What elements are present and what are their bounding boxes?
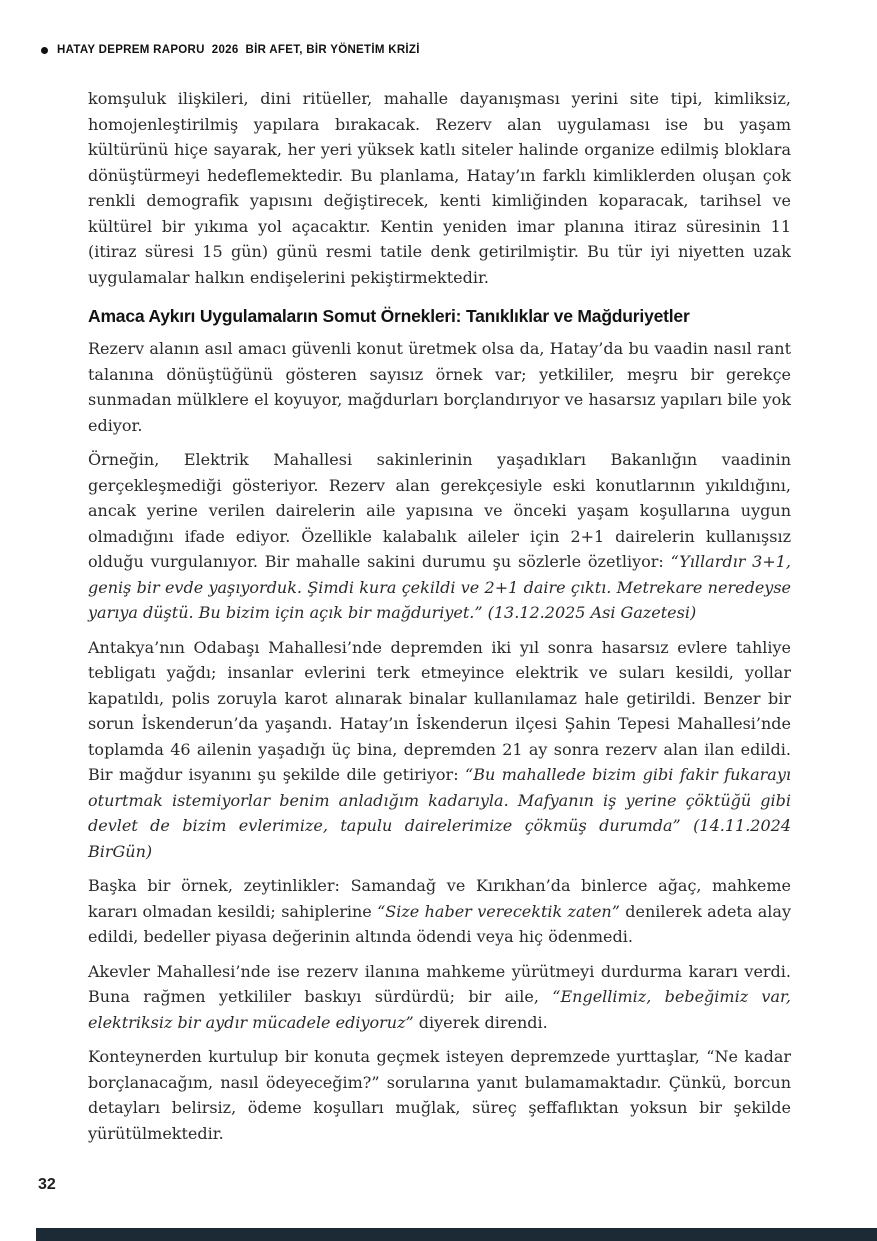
article-body [88, 86, 791, 1155]
paragraph [88, 635, 791, 865]
body-text: Örneğin, Elektrik Mahallesi sakinlerinin yaşadıkları Bakanlığın vaadinin gerçekleşmediği gösteriyor. Rezerv alan gerekçesiyle eski konutlarının yıkıldığını, ancak yerine verilen dairelerin aile yapısına ve önceki yaşam koşullarına uygun olmadığını ifade ediyor. Özellikle kalabalık aileler için 2+1 dairelerin kullanışsız olduğu vurgulanıyor. Bir mahalle sakini durumu şu sözlerle özetliyor: [88, 450, 791, 571]
quoted-text: “Size haber verecektik zaten” [377, 901, 620, 921]
page-number: 32 [38, 1176, 56, 1193]
body-text: Rezerv alanın asıl amacı güvenli konut üretmek olsa da, Hatay’da bu vaadin nasıl rant talanına dönüştüğünü gösteren sayısız örnek var; yetkililer, meşru bir gerekçe sunmadan mülklere el koyuyor, mağdurları borçlandırıyor ve hasarsız yapıları bile yok ediyor. [88, 339, 791, 435]
body-text: denilerek adeta alay edildi, bedeller piyasa değerinin altında ödendi veya hiç ödenmedi. [88, 901, 792, 946]
quoted-text: “Bu mahallede bizim gibi fakir fukarayı oturtmak istemiyorlar benim anladığım kadarıyla. Mafyanın iş yerine çöktüğü gibi devlet de bizim evlerimize, tapulu dairelerimize çökmüş durumda” [88, 765, 791, 835]
paragraph [88, 1044, 791, 1146]
section-heading: Amaca Aykırı Uygulamaların Somut Örnekleri: Tanıklıklar ve Mağduriyetler [88, 306, 690, 326]
body-text: diyerek direndi. [413, 1012, 548, 1032]
paragraph [88, 873, 791, 950]
body-text: Başka bir örnek, zeytinlikler: Samandağ ve Kırıkhan’da binlerce ağaç, mahkeme kararı olmadan kesildi; sahiplerine [88, 876, 791, 921]
paragraph [88, 86, 791, 290]
paragraph [88, 447, 791, 626]
body-text: Akevler Mahallesi’nde ise rezerv ilanına mahkeme yürütmeyi durdurma kararı verdi. Buna rağmen yetkililer baskıyı sürdürdü; bir aile, [88, 961, 791, 1006]
paragraph [88, 959, 791, 1036]
bullet-icon [41, 47, 48, 54]
body-text: Konteynerden kurtulup bir konuta geçmek isteyen depremzede yurttaşlar, “Ne kadar borçlanacağım, nasıl ödeyeceğim?” sorularına yanıt bulamamaktadır. Çünkü, borcun detayları belirsiz, ödeme koşulları muğlak, süreç şeffaflıktan yoksun bir şekilde yürütülmektedir. [88, 1047, 791, 1143]
body-text: komşuluk ilişkileri, dini ritüeller, mahalle dayanışması yerini site tipi, kimliksiz, homojenleştirilmiş yapılara bırakacak. Rezerv alan uygulaması ise bu yaşam kültürünü hiçe sayarak, her yeri yüksek katlı siteler halinde organize edilmiş bloklara dönüştürmeyi hedeflemektedir. Bu planlama, Hatay’ın farklı kimliklerden oluşan çok renkli demografik yapısını değiştirecek, kenti kimliğinden koparacak, tarihsel ve kültürel bir yıkıma yol açacaktır. Kentin yeniden imar planına itiraz süresinin 11 (itiraz süresi 15 gün) günü resmi tatile denk getirilmiştir. Bu tür iyi niyetten uzak uygulamalar halkın endişelerini pekiştirmektedir. [88, 89, 791, 287]
quoted-text: “Yıllardır 3+1, geniş bir evde yaşıyorduk. Şimdi kura çekildi ve 2+1 daire çıktı. Metrekare neredeyse yarıya düştü. Bu bizim için açık bir mağduriyet.” [88, 552, 791, 622]
quoted-text: “Engellimiz, bebeğimiz var, elektriksiz bir aydır mücadele ediyoruz” [88, 987, 791, 1032]
body-text: Antakya’nın Odabaşı Mahallesi’nde depremden iki yıl sonra hasarsız evlere tahliye tebligatı yağdı; insanlar evlerini terk etmeyince elektrik ve suları kesildi, yollar kapatıldı, polis zoruyla karot alınarak binalar kullanılamaz hale getirildi. Benzer bir sorun İskenderun’da yaşandı. Hatay’ın İskenderun ilçesi Şahin Tepesi Mahallesi’nde toplamda 46 ailenin yaşadığı üç bina, depremden 21 ay sonra rezerv alan ilan edildi. Bir mağdur isyanını şu şekilde dile getiriyor: [88, 637, 791, 784]
page-header [41, 44, 420, 56]
quoted-text: (13.12.2025 Asi Gazetesi) [487, 603, 697, 622]
quoted-text: (14.11.2024 BirGün) [88, 816, 791, 861]
footer-bar [36, 1228, 877, 1241]
running-header-title: HATAY DEPREM RAPORU 2026 BİR AFET, BİR YÖNETİM KRİZİ [57, 44, 420, 56]
paragraph [88, 336, 791, 438]
